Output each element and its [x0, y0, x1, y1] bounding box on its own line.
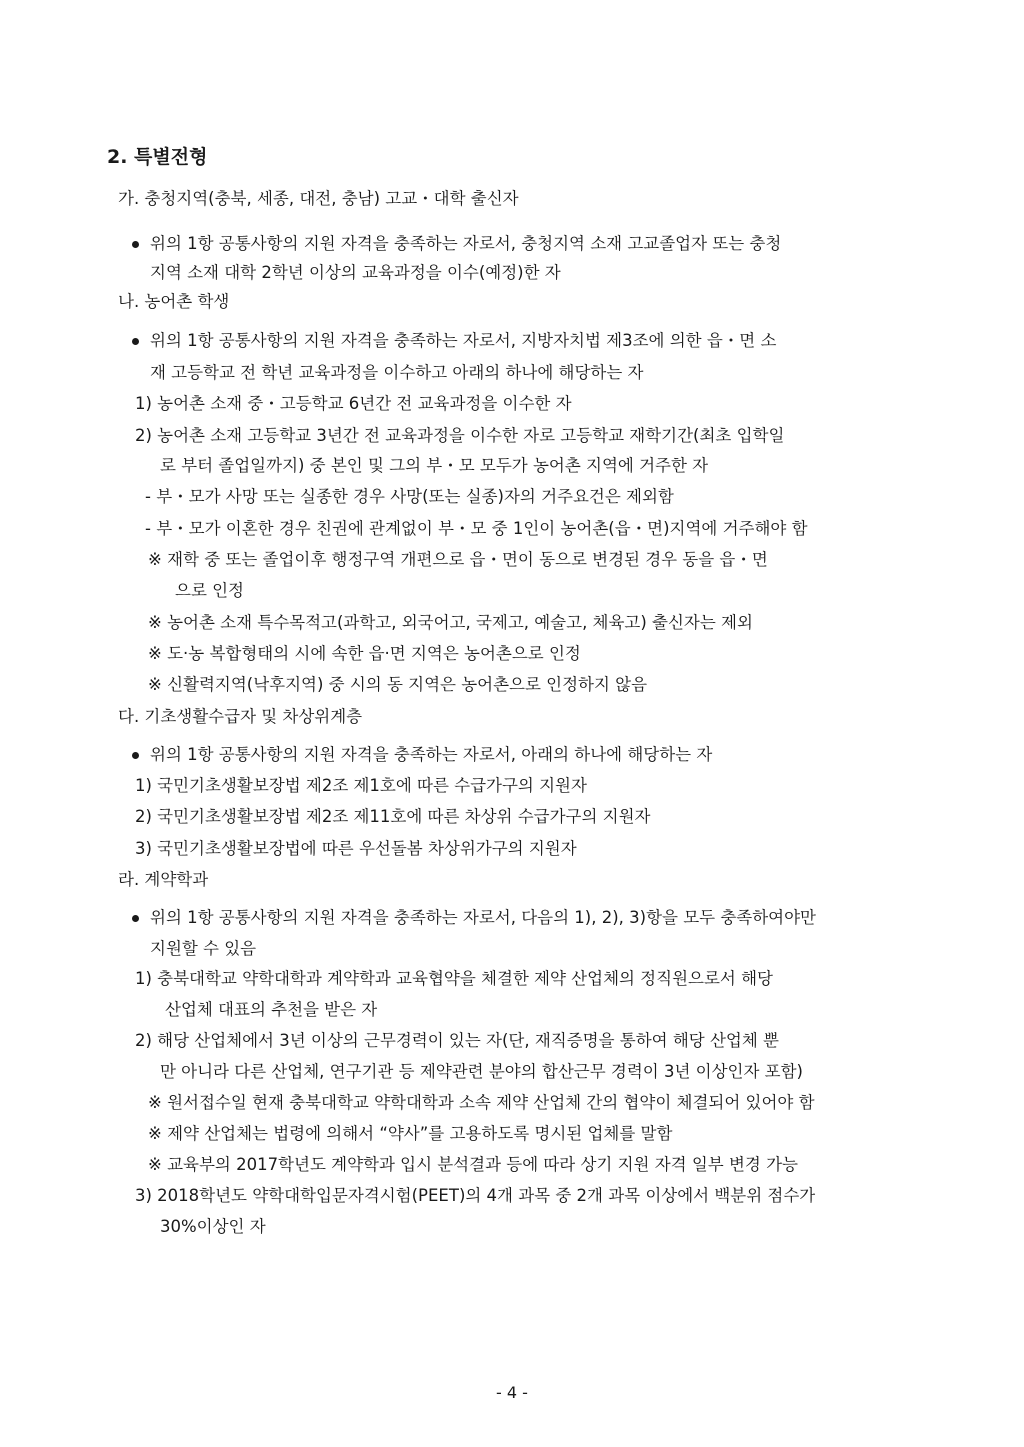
bullet-icon: [132, 338, 139, 345]
list-item: 3) 2018학년도 약학대학입문자격시험(PEET)의 4개 과목 중 2개 과목 이상에서 백분위 점수가: [135, 1186, 816, 1205]
note-item: ※ 원서접수일 현재 충북대학교 약학대학과 소속 제약 산업체 간의 협약이 체결되어 있어야 함: [148, 1093, 815, 1112]
note-item: ※ 농어촌 소재 특수목적고(과학고, 외국어고, 국제고, 예술고, 체육고) 출신자는 제외: [148, 613, 753, 632]
list-item: 2) 국민기초생활보장법 제2조 제11호에 따른 차상위 수급가구의 지원자: [135, 807, 651, 826]
bullet-icon: [132, 241, 139, 248]
bullet-text: 위의 1항 공통사항의 지원 자격을 충족하는 자로서, 다음의 1), 2), 3)항을 모두 충족하여야만: [150, 908, 816, 927]
list-item: 2) 해당 산업체에서 3년 이상의 근무경력이 있는 자(단, 재직증명을 통하여 해당 산업체 뿐: [135, 1031, 779, 1050]
bullet-text: 지역 소재 대학 2학년 이상의 교육과정을 이수(예정)한 자: [150, 263, 561, 282]
section-title: 2. 특별전형: [107, 146, 208, 168]
subsection-title: 다. 기초생활수급자 및 차상위계층: [118, 707, 363, 726]
note-item: ※ 도·농 복합형태의 시에 속한 읍·면 지역은 농어촌으로 인정: [148, 644, 581, 663]
list-item: 로 부터 졸업일까지) 중 본인 및 그의 부・모 모두가 농어촌 지역에 거주한 자: [160, 456, 709, 475]
note-item: ※ 신활력지역(낙후지역) 중 시의 동 지역은 농어촌으로 인정하지 않음: [148, 675, 648, 694]
note-item: ※ 제약 산업체는 법령에 의해서 “약사”를 고용하도록 명시된 업체를 말함: [148, 1124, 673, 1143]
list-item: 1) 국민기초생활보장법 제2조 제1호에 따른 수급가구의 지원자: [135, 776, 587, 795]
note-item: ※ 재학 중 또는 졸업이후 행정구역 개편으로 읍・면이 동으로 변경된 경우 동을 읍・면: [148, 550, 768, 569]
bullet-text: 지원할 수 있음: [150, 939, 257, 958]
list-item: 30%이상인 자: [160, 1217, 266, 1236]
bullet-text: 재 고등학교 전 학년 교육과정을 이수하고 아래의 하나에 해당하는 자: [150, 363, 644, 382]
bullet-text: 위의 1항 공통사항의 지원 자격을 충족하는 자로서, 충청지역 소재 고교졸업자 또는 충청: [150, 234, 782, 253]
list-item: 1) 농어촌 소재 중・고등학교 6년간 전 교육과정을 이수한 자: [135, 394, 572, 413]
subsection-title: 라. 계약학과: [118, 870, 209, 889]
dash-item: - 부・모가 이혼한 경우 친권에 관계없이 부・모 중 1인이 농어촌(읍・면)지역에 거주해야 함: [145, 519, 808, 538]
list-item: 1) 충북대학교 약학대학과 계약학과 교육협약을 체결한 제약 산업체의 정직원으로서 해당: [135, 969, 773, 988]
subsection-title: 나. 농어촌 학생: [118, 292, 230, 311]
subsection-title: 가. 충청지역(충북, 세종, 대전, 충남) 고교・대학 출신자: [118, 189, 519, 208]
bullet-icon: [132, 915, 139, 922]
note-item: 으로 인정: [175, 581, 245, 600]
list-item: 2) 농어촌 소재 고등학교 3년간 전 교육과정을 이수한 자로 고등학교 재학기간(최초 입학일: [135, 426, 785, 445]
list-item: 3) 국민기초생활보장법에 따른 우선돌봄 차상위가구의 지원자: [135, 839, 577, 858]
list-item: 만 아니라 다른 산업체, 연구기관 등 제약관련 분야의 합산근무 경력이 3년 이상인자 포함): [160, 1062, 803, 1081]
dash-item: - 부・모가 사망 또는 실종한 경우 사망(또는 실종)자의 거주요건은 제외함: [145, 487, 674, 506]
bullet-text: 위의 1항 공통사항의 지원 자격을 충족하는 자로서, 지방자치법 제3조에 의한 읍・면 소: [150, 331, 777, 350]
page-number: - 4 -: [496, 1383, 528, 1402]
list-item: 산업체 대표의 추천을 받은 자: [165, 1000, 378, 1019]
note-item: ※ 교육부의 2017학년도 계약학과 입시 분석결과 등에 따라 상기 지원 자격 일부 변경 가능: [148, 1155, 798, 1174]
bullet-text: 위의 1항 공통사항의 지원 자격을 충족하는 자로서, 아래의 하나에 해당하는 자: [150, 745, 713, 764]
bullet-icon: [132, 752, 139, 759]
